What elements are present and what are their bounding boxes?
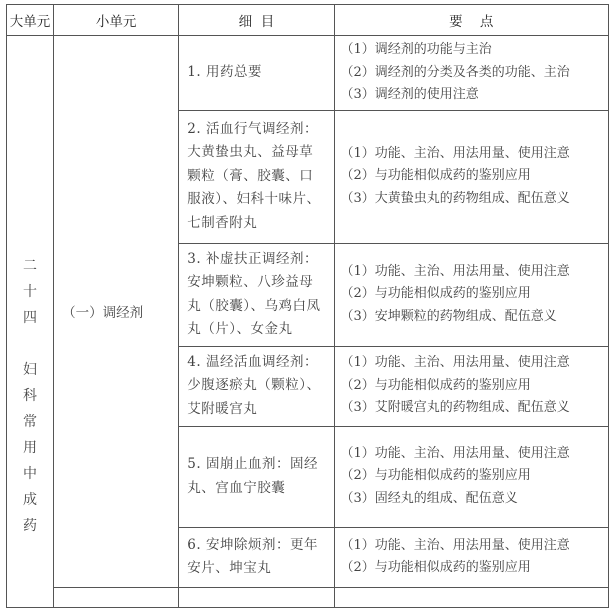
big-unit-char — [7, 331, 53, 357]
header-big-unit: 大单元 — [7, 5, 54, 36]
point-item: （3）调经剂的使用注意 — [340, 87, 479, 102]
point-item: （1）调经剂的功能与主治 — [340, 42, 492, 57]
big-unit-char: 四 — [23, 310, 38, 327]
big-unit-char: 妇 — [23, 362, 38, 379]
point-item: （1）功能、主治、用法用量、使用注意 — [340, 445, 570, 461]
header-small-unit: 小单元 — [54, 5, 179, 36]
point-item: （2）与功能相似成药的鉴别应用 — [340, 286, 531, 302]
points-cell — [334, 36, 608, 111]
detail-cell: 6. 安坤除烦剂：更年安片、坤宝丸 — [179, 527, 334, 587]
detail-cell: 1. 用药总要 — [179, 36, 334, 111]
big-unit-char: 二 — [23, 258, 38, 275]
big-unit-char: 科 — [23, 388, 38, 405]
detail-cell: 5. 固崩止血剂：固经丸、宫血宁胶囊 — [179, 426, 334, 527]
table-row — [7, 36, 609, 111]
big-unit-cell — [7, 36, 54, 608]
big-unit-char: 常 — [23, 414, 38, 431]
detail-cell: 2. 活血行气调经剂：大黄蛰虫丸、益母草颗粒（膏、胶囊、口服液）、妇科十味片、七制香附丸 — [179, 110, 334, 243]
points-cell — [334, 527, 608, 587]
point-item: （2）调经剂的分类及各类的功能、主治 — [340, 64, 570, 80]
big-unit-char: 用 — [23, 440, 38, 457]
big-unit-char: 药 — [23, 518, 38, 535]
detail-cell: 3. 补虚扶正调经剂：安坤颗粒、八珍益母丸（胶囊）、乌鸡白凤丸（片）、女金丸 — [179, 243, 334, 346]
header-points: 要 点 — [334, 5, 608, 36]
point-item: （1）功能、主治、用法用量、使用注意 — [340, 355, 570, 371]
table-row-empty — [7, 587, 609, 607]
empty-cell — [54, 587, 179, 607]
point-item: （3）大黄蛰虫丸的药物组成、配伍意义 — [340, 190, 570, 206]
big-unit-char: 十 — [23, 284, 38, 301]
point-item: （3）安坤颗粒的药物组成、配伍意义 — [340, 308, 557, 324]
point-item: （3）艾附暖宫丸的药物组成、配伍意义 — [340, 400, 570, 416]
header-row — [7, 5, 609, 36]
points-cell — [334, 346, 608, 426]
header-detail: 细 目 — [179, 5, 334, 36]
points-cell — [334, 243, 608, 346]
point-item: （1）功能、主治、用法用量、使用注意 — [340, 145, 570, 161]
big-unit-char: 成 — [23, 492, 38, 509]
point-item: （3）固经丸的组成、配伍意义 — [340, 490, 518, 506]
syllabus-table — [6, 4, 609, 608]
points-cell — [334, 110, 608, 243]
point-item: （2）与功能相似成药的鉴别应用 — [340, 468, 531, 484]
point-item: （2）与功能相似成药的鉴别应用 — [340, 377, 531, 393]
empty-cell — [179, 587, 334, 607]
point-item: （2）与功能相似成药的鉴别应用 — [340, 560, 531, 575]
point-item: （1）功能、主治、用法用量、使用注意 — [340, 263, 570, 279]
detail-cell: 4. 温经活血调经剂：少腹逐瘀丸（颗粒）、艾附暖宫丸 — [179, 346, 334, 426]
point-item: （2）与功能相似成药的鉴别应用 — [340, 168, 531, 184]
points-cell — [334, 426, 608, 527]
point-item: （1）功能、主治、用法用量、使用注意 — [340, 537, 570, 553]
big-unit-char: 中 — [23, 466, 38, 483]
small-unit-cell: （一）调经剂 — [54, 36, 179, 588]
empty-cell — [334, 587, 608, 607]
